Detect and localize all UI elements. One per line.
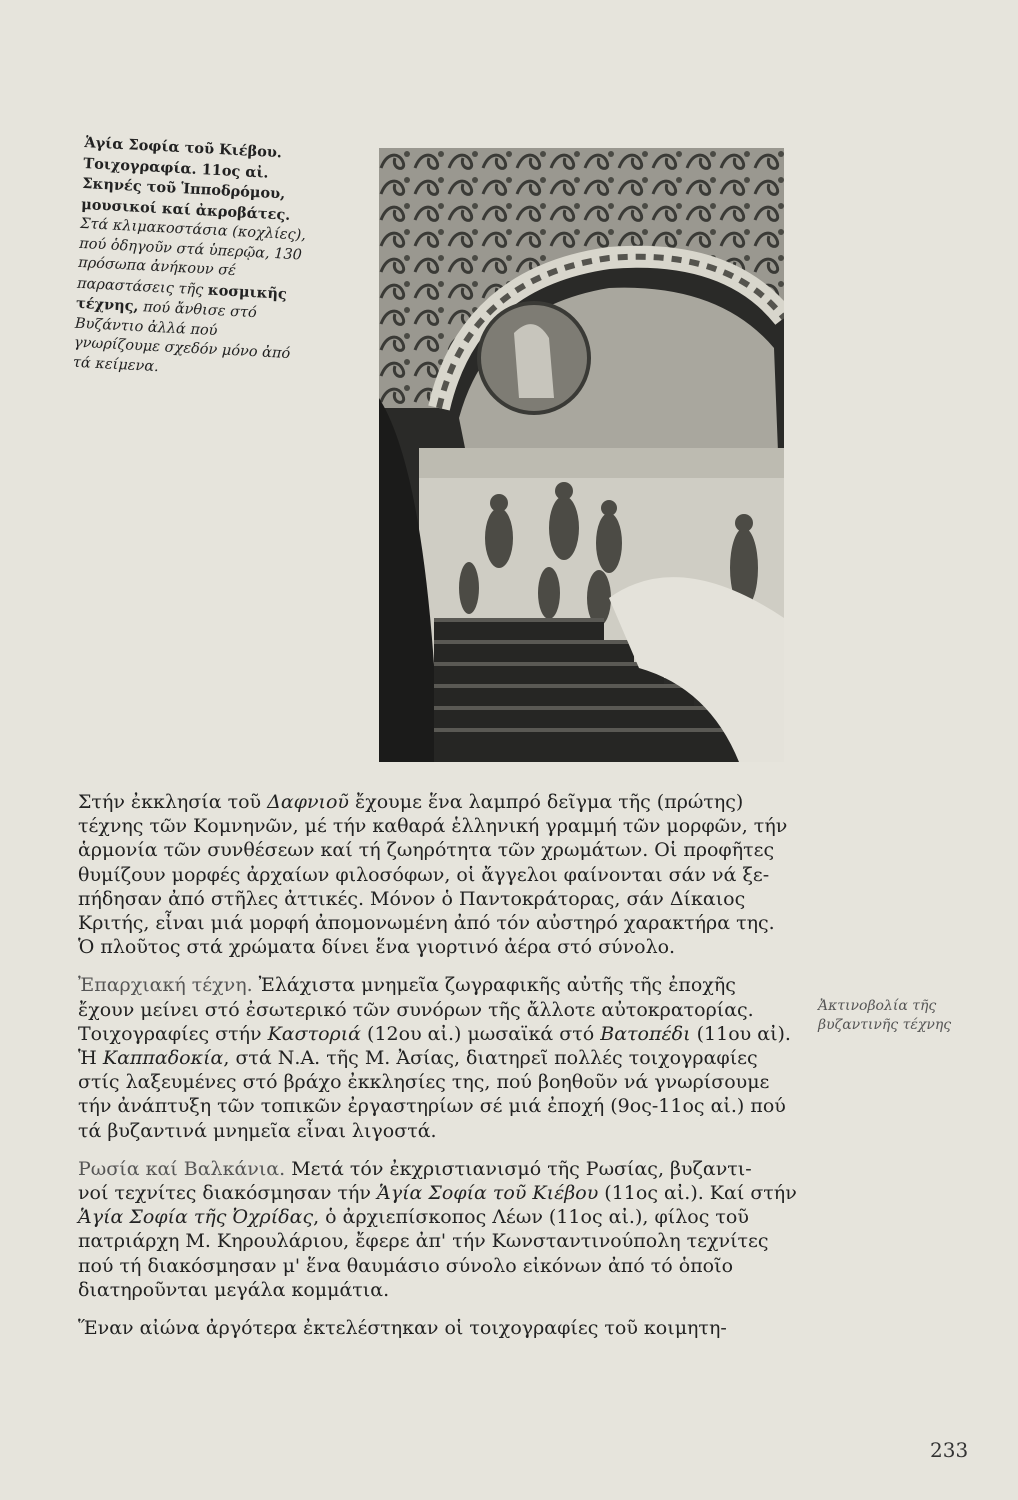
fresco-photo-art: [379, 148, 784, 762]
text-line: Ἕναν αἰώνα ἀργότερα ἐκτελέστηκαν οἱ τοιχογραφίες τοῦ κοιμητη-: [78, 1317, 727, 1340]
paragraph-dafni: [60, 790, 800, 959]
place-name: Ἁγία Σοφία τῆς Ὀχρίδας: [78, 1206, 314, 1229]
fresco-photograph: [379, 148, 784, 762]
text-line: πού τή διακόσμησαν μ' ἕνα θαυμάσιο σύνολο εἰκόνων ἀπό τό ὁποῖο: [78, 1254, 734, 1277]
text-line: ἁρμονία τῶν συνθέσεων καί τή ζωηρότητα τῶν χρωμάτων. Οἱ προφῆτες: [78, 839, 775, 862]
text-run: Μετά τόν ἐκχριστιανισμό τῆς Ρωσίας, βυζαντι-: [285, 1157, 752, 1180]
text-line: [60, 1022, 800, 1046]
text-run: (11ου αἰ).: [690, 1022, 791, 1045]
place-name: Καππαδοκία: [102, 1047, 224, 1070]
text-line: [60, 1157, 800, 1181]
place-name: Βατοπέδι: [600, 1022, 691, 1045]
margin-note: Ἀκτινοβολία τῆς βυζαντινῆς τέχνης: [818, 998, 952, 1033]
text-line: στίς λαξευμένες στό βράχο ἐκκλησίες της, πού βοηθοῦν νά γνωρίσουμε: [78, 1071, 770, 1094]
main-text: [60, 790, 800, 1354]
text-run: Στήν ἐκκλησία τοῦ: [78, 791, 268, 813]
text-run: (11ος αἰ.). Καί στήν: [598, 1182, 797, 1205]
text-line: διατηροῦνται μεγάλα κομμάτια.: [78, 1278, 390, 1301]
figure-caption: [72, 133, 314, 385]
text-line: Κριτής, εἶναι μιά μορφή ἀπομονωμένη ἀπό τόν αὐστηρό χαρακτήρα της.: [78, 912, 775, 935]
text-run: Τοιχογραφίες στήν: [78, 1022, 268, 1045]
text-line: [60, 1181, 800, 1205]
text-line: πήδησαν ἀπό στῆλες ἀττικές. Μόνον ὁ Παντοκράτορας, σάν Δίκαιος: [78, 887, 746, 910]
section-heading: Ἐπαρχιακή τέχνη.: [78, 974, 253, 997]
text-run: ἔχουμε ἕνα λαμπρό δεῖγμα τῆς (πρώτης): [348, 791, 744, 813]
page-number: 233: [930, 1438, 969, 1462]
caption-title: Ἁγία Σοφία τοῦ Κιέβου. Τοιχογραφία. 11ος αἰ. Σκηνές τοῦ Ἱπποδρόμου, μουσικοί καί ἀκροβάτες.: [80, 133, 291, 224]
text-line: ἔχουν μείνει στό ἐσωτερικό τῶν συνόρων τῆς ἄλλοτε αὐτοκρατορίας.: [78, 998, 754, 1021]
place-name: Καστοριά: [267, 1022, 362, 1045]
text-run: Ἡ: [78, 1047, 103, 1070]
text-line: τά βυζαντινά μνημεῖα εἶναι λιγοστά.: [78, 1119, 437, 1142]
text-line: τέχνης τῶν Κομνηνῶν, μέ τήν καθαρά ἑλληνική γραμμή τῶν μορφῶν, τήν: [78, 815, 788, 838]
text-run: νοί τεχνίτες διακόσμησαν τήν: [78, 1182, 377, 1205]
text-run: Ἐλάχιστα μνημεῖα ζωγραφικῆς αὐτῆς τῆς ἐποχῆς: [252, 974, 736, 997]
text-line: τήν ἀνάπτυξη τῶν τοπικῶν ἐργαστηρίων σέ μιά ἐποχή (9ος-11ος αἰ.) πού: [78, 1095, 786, 1118]
paragraph-continued: [60, 1316, 800, 1340]
place-name: Ἁγία Σοφία τοῦ Κιέβου: [377, 1182, 599, 1205]
text-line: [60, 973, 800, 997]
caption-text-b: πού ἄνθισε στό Βυζάντιο ἀλλά πού γνωρίζουμε σχεδόν μόνο ἀπό τά κείμενα.: [72, 299, 291, 375]
caption-text-a: Στά κλιμακοστάσια (κοχλίες), πού ὁδηγοῦν στά ὑπερῷα, 130 πρόσωπα ἀνήκουν σέ παραστάσεις τῆς: [76, 215, 307, 298]
text-run: , στά Ν.Α. τῆς Μ. Ἀσίας, διατηρεῖ πολλές τοιχογραφίες: [223, 1047, 758, 1070]
paragraph-provincial-art: [60, 973, 800, 1142]
text-run: (12ου αἰ.) μωσαϊκά στό: [361, 1022, 601, 1045]
text-line: [60, 1046, 800, 1070]
text-line: [60, 1205, 800, 1229]
text-run: , ὁ ἀρχιεπίσκοπος Λέων (11ος αἰ.), φίλος τοῦ: [313, 1206, 749, 1229]
section-heading: Ρωσία καί Βαλκάνια.: [78, 1157, 286, 1180]
paragraph-russia-balkans: [60, 1157, 800, 1302]
place-name: Δαφνιοῦ: [267, 791, 349, 813]
caption-bold-term: κοσμικῆς τέχνης,: [75, 281, 288, 316]
text-line: πατριάρχη Μ. Κηρουλάριου, ἔφερε ἀπ' τήν Κωνσταντινούπολη τεχνίτες: [78, 1230, 769, 1253]
text-line: [60, 790, 800, 814]
text-line: Ὁ πλοῦτος στά χρώματα δίνει ἕνα γιορτινό ἀέρα στό σύνολο.: [78, 936, 676, 959]
text-line: θυμίζουν μορφές ἀρχαίων φιλοσόφων, οἱ ἄγγελοι φαίνονται σάν νά ξε-: [78, 863, 770, 886]
